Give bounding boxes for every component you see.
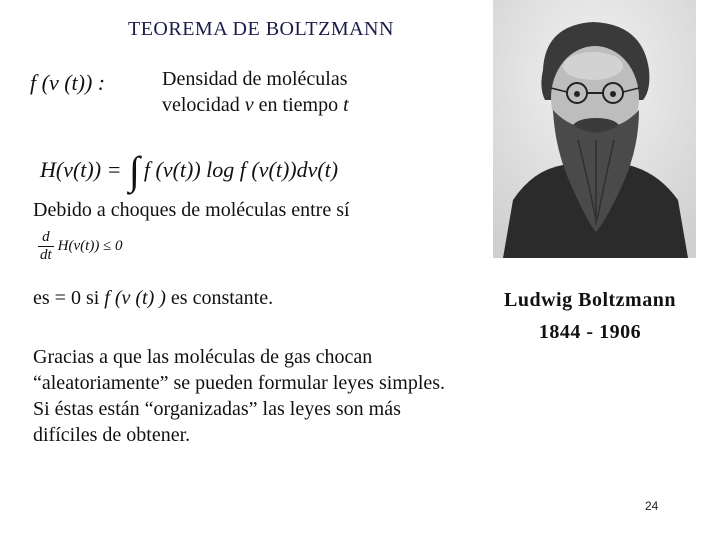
text-fragment: es constante. [165,287,274,309]
portrait-caption [470,284,710,348]
text-fragment: en tiempo [253,94,344,116]
f-expression: f (v (t) ) [104,287,166,309]
h-theorem-inequality [38,229,123,264]
h-function-equation [40,140,339,193]
portrait-photo [493,0,696,258]
h-rhs: f (v(t)) log f (v(t))dv(t) [143,157,339,182]
explanation-paragraph: Gracias a que las moléculas de gas chocan “aleatoriamente” se pueden formular leyes simples. Si éstas están “organizadas” las leyes son más difíciles de obtener. [33,346,446,446]
page-number: 24 [645,499,659,513]
portrait-boltzmann-icon [493,0,696,258]
slide-title: TEOREMA DE BOLTZMANN [128,18,394,40]
caption-years: 1844 - 1906 [538,321,642,343]
derivative-fraction [38,229,54,264]
h-lhs: H(v(t)) = [40,157,127,182]
collision-text: Debido a choques de moléculas entre sí [33,199,350,221]
density-function-symbol: f (v (t)) : [30,70,106,95]
text-fragment: velocidad [162,94,245,116]
text-fragment: es = 0 si [33,287,105,309]
var-t: t [343,94,349,116]
caption-name: Ludwig Boltzmann [504,289,676,311]
integral-sign: ∫ [128,148,140,193]
density-definition-line1: Densidad de moléculas [162,68,348,90]
derivative-denominator: dt [40,247,52,263]
var-v: v [244,94,254,116]
density-definition [162,66,349,118]
density-definition-line2 [162,92,349,118]
derivative-numerator: d [38,229,54,247]
inequality-rhs: H(v(t)) ≤ 0 [57,237,123,254]
constant-condition-text [33,287,273,310]
